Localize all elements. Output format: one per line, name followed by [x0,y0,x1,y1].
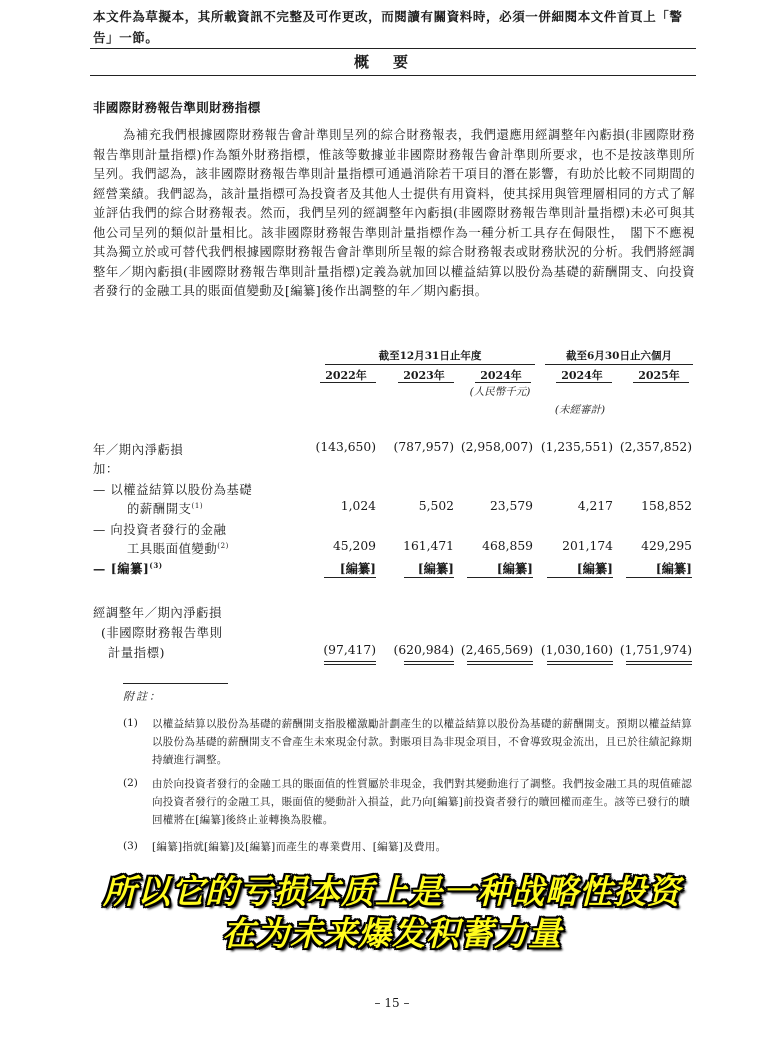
title-divider [90,75,696,76]
year-rule [633,382,689,383]
note-number: (2) [123,777,138,789]
cell-share-comp-2024: 23,579 [489,499,533,513]
cell-adjusted-2022: (97,417) [323,643,376,657]
header-group-year: 截至12月31日止年度 [378,350,482,362]
page-number: – 15 – [374,996,410,1010]
notes-heading: 附註： [123,690,162,703]
note-text: 以權益結算以股份為基礎的薪酬開支指股權激勵計劃產生的以權益結算以股份為基礎的薪酬開支。預期以權益結算以股份為基礎的薪酬開支不會產生未來現金付款。對賬項目為非現金項目，不會導致現金流出，且已於往績記錄期持續進行調整。 [152,718,692,766]
row-label-fin-instr-line1: — 向投資者發行的金融 [93,523,227,537]
notes-divider [123,683,228,684]
total-rule [467,661,533,662]
year-rule [556,382,612,383]
cell-redacted-2022: [編纂] [339,561,376,576]
cell-adjusted-2024: (2,465,569) [460,643,533,657]
row-label-net-loss: 年／期內淨虧損 [93,443,184,457]
total-rule [547,661,613,662]
year-rule [398,382,454,383]
subtotal-rule [626,577,692,578]
cell-net-loss-2022: (143,650) [315,440,376,454]
video-caption-line1: 所以它的亏损本质上是一种战略性投资 [103,872,681,911]
subtotal-rule [404,577,454,578]
row-label-redacted: — [編纂]$^{(3)}$ [93,560,163,576]
subtotal-rule [467,577,533,578]
header-group-six-months: 截至6月30日止六個月 [566,350,672,362]
add-label: 加： [93,462,119,476]
cell-fin-instr-2024: 468,859 [482,539,533,553]
year-header-2024-h1: 2024年 [561,369,603,382]
row-label-share-comp-line2: 的薪酬開支$^{(1)}$ [127,501,204,516]
cell-fin-instr-2023: 161,471 [403,539,454,553]
total-rule [626,664,692,665]
intro-paragraph: 為補充我們根據國際財務報告會計準則呈列的綜合財務報表，我們還應用經調整年內虧損(非國際財務報告準則計量指標)作為額外財務指標，惟該等數據並非國際財務報告會計準則所要求，也不是按該準則所呈列。我們認為，該非國際財務報告準則計量指標可通過消除若干項目的潛在影響，有助於比較不同期間的經營業績。我們認為，該計量指標可為投資者及其他人士提供有用資料，使其採用與管理層相同的方式了解並評估我們的綜合財務報表。然而，我們呈列的經調整年內虧損(非國際財務報告準則計量指標)未必可與其他公司呈列的類似計量相比。該非國際財務報告準則計量指標作為一種分析工具存在侷限性， 閣下不應視其為獨立於或可替代我們根據國際財務報告會計準則所呈報的綜合財務報表或財務狀況的分析。我們將經調整年／期內虧損(非國際財務報告準則計量指標)定義為就加回以權益結算以股份為基礎的薪酬開支、向投資者發行的金融工具的賬面值變動及[編纂]後作出調整的年／期內虧損。 [93,128,695,298]
cell-redacted-2024: [編纂] [496,561,533,576]
total-rule [404,664,454,665]
footnote-ref: (3) [149,560,163,570]
unaudited-label: (未經審計) [554,404,606,416]
header-group-six-months-rule [545,364,693,365]
cell-net-loss-2023: (787,957) [393,440,454,454]
cell-net-loss-2025-h1: (2,357,852) [619,440,692,454]
year-header-2025-h1: 2025年 [638,369,680,382]
footnote-ref: (1) [191,501,204,510]
year-header-2024: 2024年 [480,369,522,382]
total-rule [404,661,454,662]
cell-fin-instr-2022: 45,209 [332,539,376,553]
note-text: [編纂]指就[編纂]及[編纂]而產生的專業費用、[編纂]及費用。 [152,841,447,853]
cell-fin-instr-2024-h1: 201,174 [562,539,613,553]
year-header-2023: 2023年 [403,369,445,382]
subheading: 非國際財務報告準則財務指標 [93,100,261,115]
total-rule [324,661,376,662]
note-text: 由於向投資者發行的金融工具的賬面值的性質屬於非現金，我們對其變動進行了調整。我們按金融工具的現值確認向投資者發行的金融工具，賬面值的變動計入損益，此乃向[編纂]前投資者發行的贖回權而產生。該等已發行的贖回權將在[編纂]後終止並轉換為股權。 [152,778,692,826]
total-rule [626,661,692,662]
cell-share-comp-2024-h1: 4,217 [577,499,613,513]
total-rule [547,664,613,665]
row-label-adjusted-line1: 經調整年／期內淨虧損 [93,606,222,620]
cell-redacted-2024-h1: [編纂] [576,561,613,576]
row-label-share-comp-line1: — 以權益結算以股份為基礎 [93,483,253,497]
subtotal-rule [324,577,376,578]
subtotal-rule [547,577,613,578]
total-rule [467,664,533,665]
section-title: 概要 [353,53,432,71]
row-label-adjusted-line2: (非國際財務報告準則 [101,626,223,640]
cell-fin-instr-2025-h1: 429,295 [641,539,692,553]
row-label-adjusted-line3: 計量指標) [108,646,165,660]
cell-redacted-2025-h1: [編纂] [655,561,692,576]
cell-net-loss-2024: (2,958,007) [460,440,533,454]
note-number: (3) [123,840,138,852]
note-number: (1) [123,717,138,729]
cell-adjusted-2023: (620,984) [393,643,454,657]
cell-adjusted-2025-h1: (1,751,974) [619,643,692,657]
footnote-ref: (2) [217,541,229,550]
year-rule [320,382,376,383]
unit-label: (人民幣千元) [469,386,531,398]
year-header-2022: 2022年 [325,369,367,382]
row-label-fin-instr-line2: 工具賬面值變動$^{(2)}$ [127,541,229,556]
cell-share-comp-2022: 1,024 [340,499,376,513]
video-caption-line2: 在为未来爆发积蓄力量 [222,914,562,953]
cell-share-comp-2025-h1: 158,852 [641,499,692,513]
cell-redacted-2023: [編纂] [417,561,454,576]
total-rule [324,664,376,665]
year-rule [475,382,531,383]
cell-net-loss-2024-h1: (1,235,551) [540,440,613,454]
cell-share-comp-2023: 5,502 [418,499,454,513]
cell-adjusted-2024-h1: (1,030,160) [540,643,613,657]
header-group-year-rule [325,364,535,365]
draft-warning-header: 本文件為草擬本，其所載資訊不完整及可作更改，而閱讀有關資料時，必須一併細閱本文件首頁上「警告」一節。 [93,9,683,45]
header-divider [90,48,696,49]
